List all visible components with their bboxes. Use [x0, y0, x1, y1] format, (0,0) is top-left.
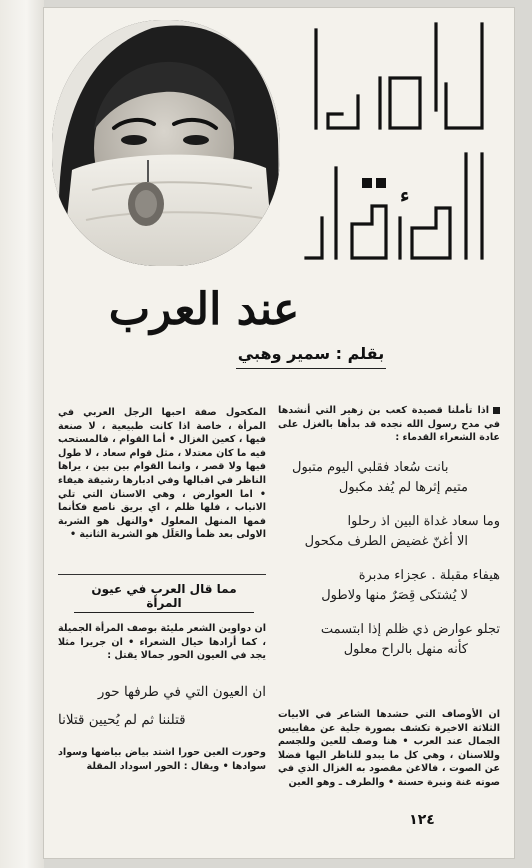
verse-line: بانت سُعاد فقلبي اليوم متبول	[292, 460, 449, 475]
page-number: ١٢٤	[409, 812, 435, 828]
right-column	[278, 404, 500, 445]
article-title-graphic	[296, 18, 502, 266]
section-divider	[58, 574, 266, 575]
verse-line: قتلننا ثم لم يُحيين قتلانا	[58, 712, 186, 728]
intro-text: اذا تأملنا قصيدة كعب بن زهير التي أنشدها في مدح رسول الله نجده قد بدأها بالغزل على عادة الشعراء القدماء :	[278, 405, 500, 444]
book-spine-shadow	[0, 0, 44, 868]
verse-line: تجلو عوارض ذي ظلم إذا ابتسمت	[320, 622, 500, 637]
intro-paragraph	[278, 404, 500, 445]
section-subheading: مما قال العرب في عيون المرأة	[74, 582, 254, 613]
verse-line: هيفاء مقبلة . عجزاء مدبرة	[358, 568, 500, 583]
jarir-poem	[58, 682, 266, 730]
verse-line: ان العيون التي في طرفها حور	[97, 684, 266, 700]
bullet-square-icon	[493, 407, 500, 414]
article-subtitle: عند العرب	[108, 284, 300, 335]
verse-line: وما سعاد غداة البين اذ رحلوا	[347, 514, 500, 529]
verse-line: متيم إثرها لم يُفد مكبول	[338, 480, 468, 495]
title-letterforms	[296, 18, 502, 266]
left-body-paragraph-3: وحورت العين حورا اشتد بياض بياضها وسواد سوادها • ويقال : الحور اسوداد المقلة	[58, 747, 266, 772]
verse-line: لا يُشتكى قِصَرٌ منها ولاطول	[321, 588, 468, 603]
analysis-paragraph: ان الأوصاف التي حشدها الشاعر في الابيات الثلاثة الاخيرة تكشف بصورة جلية عن مقاييس الجمال عند العرب • هنا وصف للعين وللجسم وللاسنان ، وهي كل ما يبدو للناظر اليها فضلا عن الصوت ، فالاغن مقصود به الغزال الذي في صوته غنة ونبرة حسنة • والطرف ـ وهو العين	[278, 709, 500, 788]
portrait-photo	[52, 20, 280, 266]
left-body-paragraph-2: ان دواوين الشعر مليئة بوصف المرأة الجميلة ، كما أرادها خيال الشعراء • ان جريرا مثلا يجد في العيون الحور جمالا يقتل :	[58, 623, 266, 662]
kaab-poem	[278, 458, 500, 660]
svg-text:ء: ء	[400, 183, 410, 207]
verse-line: الا أغنّ غضيض الطرف مكحول	[304, 534, 468, 549]
left-body-paragraph: المكحول صفة احبها الرجل العربي في المرأة ، خاصة اذا كانت طبيعية ، لا صنعة فيها ، كعين الغزال • أما القوام ، فالمستحب فيه ما كان معتدلا ، مثل قوام سعاد ، لا طول فيها ولا قصر ، وانما القوام بين بين ، يراها الناظر في اقبالها وفي ادبارها رشيقة هيفاء • اما العوارض ، وهي الاسنان التي تلي الانياب ، فلها ظلم ، اي بريق ناصع فكأنما فمها المنهل المعلول •والنهل هو الشربة الاولى بعد ظمأ والعَلَل هو الشربة الثانية •	[58, 407, 266, 541]
verse-line: كأنه منهل بالراح معلول	[343, 642, 468, 657]
veiled-woman-illustration	[52, 20, 280, 266]
byline: بقلم : سمير وهبي	[236, 342, 386, 369]
